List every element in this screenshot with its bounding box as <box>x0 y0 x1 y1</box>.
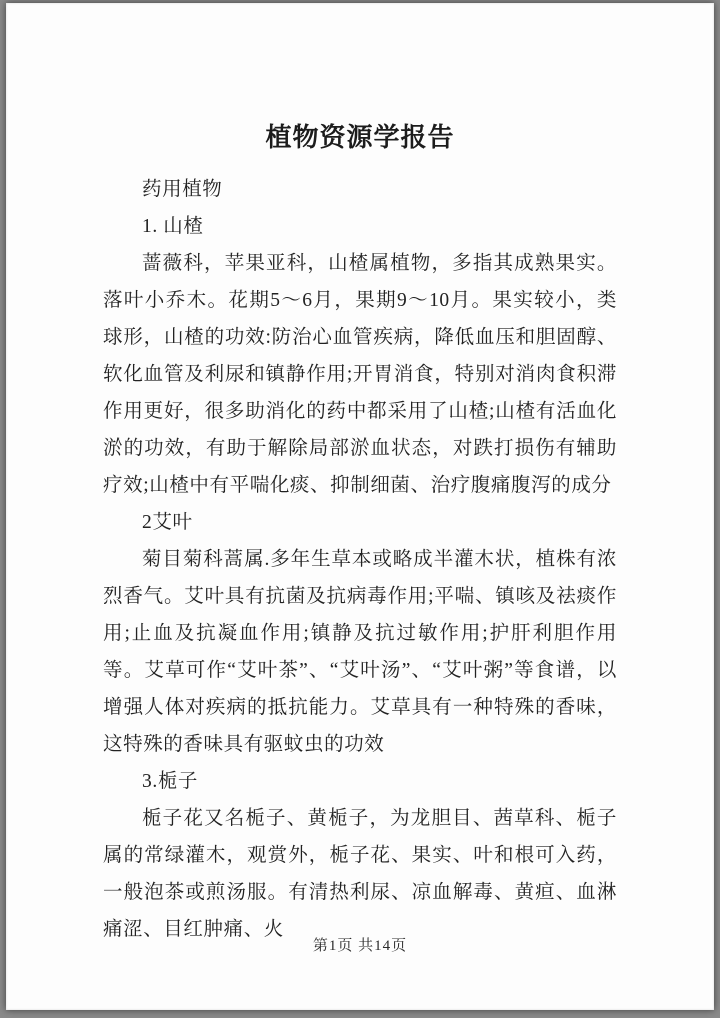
paragraph-medicinal-plants: 药用植物 <box>142 179 223 200</box>
page-number: 第1页 共14页 <box>312 938 408 954</box>
paragraph-heading-shanzha: 1. 山楂 <box>142 216 204 237</box>
paragraph-heading-zhizi: 3.栀子 <box>142 771 199 792</box>
document-title: 植物资源学报告 <box>265 123 455 152</box>
paragraph-aiye-body: 菊目菊科蒿属.多年生草本或略成半灌木状，植株有浓烈香气。艾叶具有抗菌及抗病毒作用;平喘、镇咳及祛痰作用;止血及抗凝血作用;镇静及抗过敏作用;护肝利胆作用等。艾草可作“艾叶茶”、“艾叶汤”、“艾叶粥”等食谱，以增强人体对疾病的抵抗能力。艾草具有一种特殊的香味，这特殊的香味具有驱蚊虫的功效 <box>103 549 617 755</box>
paragraph-zhizi-body: 栀子花又名栀子、黄栀子，为龙胆目、茜草科、栀子属的常绿灌木，观赏外，栀子花、果实、叶和根可入药，一般泡茶或煎汤服。有清热利尿、凉血解毒、黄疸、血淋痛涩、目红肿痛、火 <box>103 808 617 940</box>
document-content <box>103 121 617 948</box>
paragraph-shanzha-body: 蔷薇科，苹果亚科，山楂属植物，多指其成熟果实。落叶小乔木。花期5～6月，果期9～10月。果实较小，类球形，山楂的功效:防治心血管疾病，降低血压和胆固醇、软化血管及利尿和镇静作用;开胃消食，特别对消肉食积滞作用更好，很多助消化的药中都采用了山楂;山楂有活血化淤的功效，有助于解除局部淤血状态，对跌打损伤有辅助疗效;山楂中有平喘化痰、抑制细菌、治疗腹痛腹泻的成分 <box>103 253 617 496</box>
document-page <box>6 3 714 1010</box>
paragraph-heading-aiye: 2艾叶 <box>142 512 193 533</box>
